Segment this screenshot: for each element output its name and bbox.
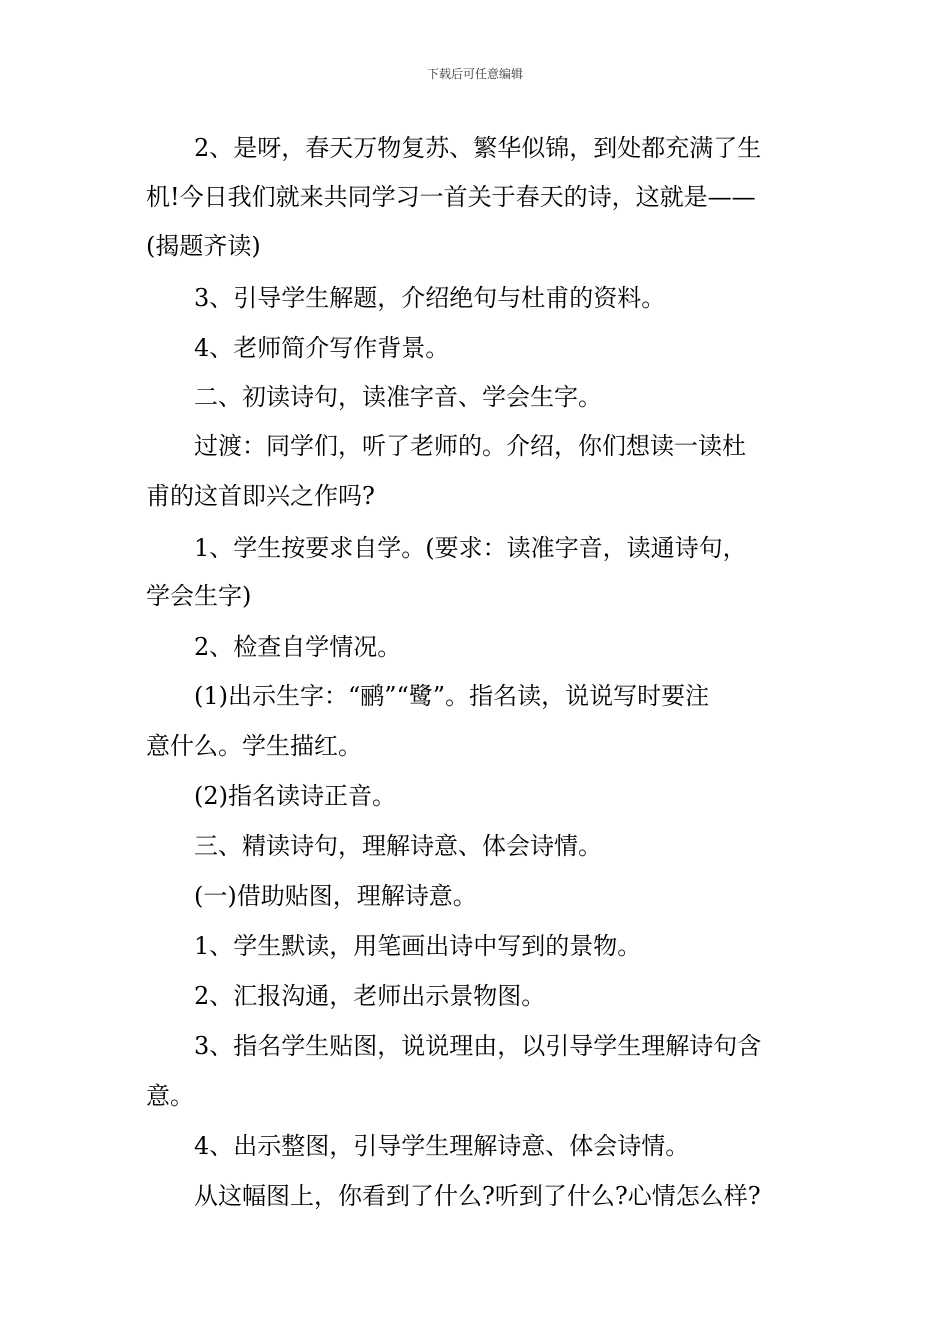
text-line: 甫的这首即兴之作吗? xyxy=(146,482,375,510)
text-line: 2、汇报沟通，老师出示景物图。 xyxy=(194,982,546,1010)
text-line: 意什么。学生描红。 xyxy=(146,732,362,760)
text-line: (一)借助贴图，理解诗意。 xyxy=(194,882,477,910)
text-line: 三、精读诗句，理解诗意、体会诗情。 xyxy=(194,832,602,860)
text-line: 意。 xyxy=(146,1082,194,1110)
text-line: 过渡：同学们，听了老师的。介绍，你们想读一读杜 xyxy=(194,432,746,460)
page-header: 下载后可任意编辑 xyxy=(426,67,523,81)
text-line: 2、检查自学情况。 xyxy=(194,633,402,661)
text-line: 二、初读诗句，读准字音、学会生字。 xyxy=(194,383,602,411)
text-line: (1)出示生字：“鹂”“鹭”。指名读，说说写时要注 xyxy=(194,682,710,710)
text-line: 3、指名学生贴图，说说理由，以引导学生理解诗句含 xyxy=(194,1032,762,1060)
text-line: (2)指名读诗正音。 xyxy=(194,782,396,810)
text-line: (揭题齐读) xyxy=(146,232,261,260)
text-line: 4、出示整图，引导学生理解诗意、体会诗情。 xyxy=(194,1132,690,1160)
text-line: 2、是呀，春天万物复苏、繁华似锦，到处都充满了生 xyxy=(194,134,762,162)
text-line: 4、老师简介写作背景。 xyxy=(194,334,450,362)
text-line: 1、学生默读，用笔画出诗中写到的景物。 xyxy=(194,932,642,960)
text-line: 机!今日我们就来共同学习一首关于春天的诗，这就是—— xyxy=(146,183,756,211)
text-line: 3、引导学生解题，介绍绝句与杜甫的资料。 xyxy=(194,284,666,312)
text-line: 从这幅图上，你看到了什么?听到了什么?心情怎么样? xyxy=(194,1182,761,1210)
text-line: 学会生字) xyxy=(146,582,252,610)
text-line: 1、学生按要求自学。(要求：读准字音，读通诗句， xyxy=(194,534,747,562)
